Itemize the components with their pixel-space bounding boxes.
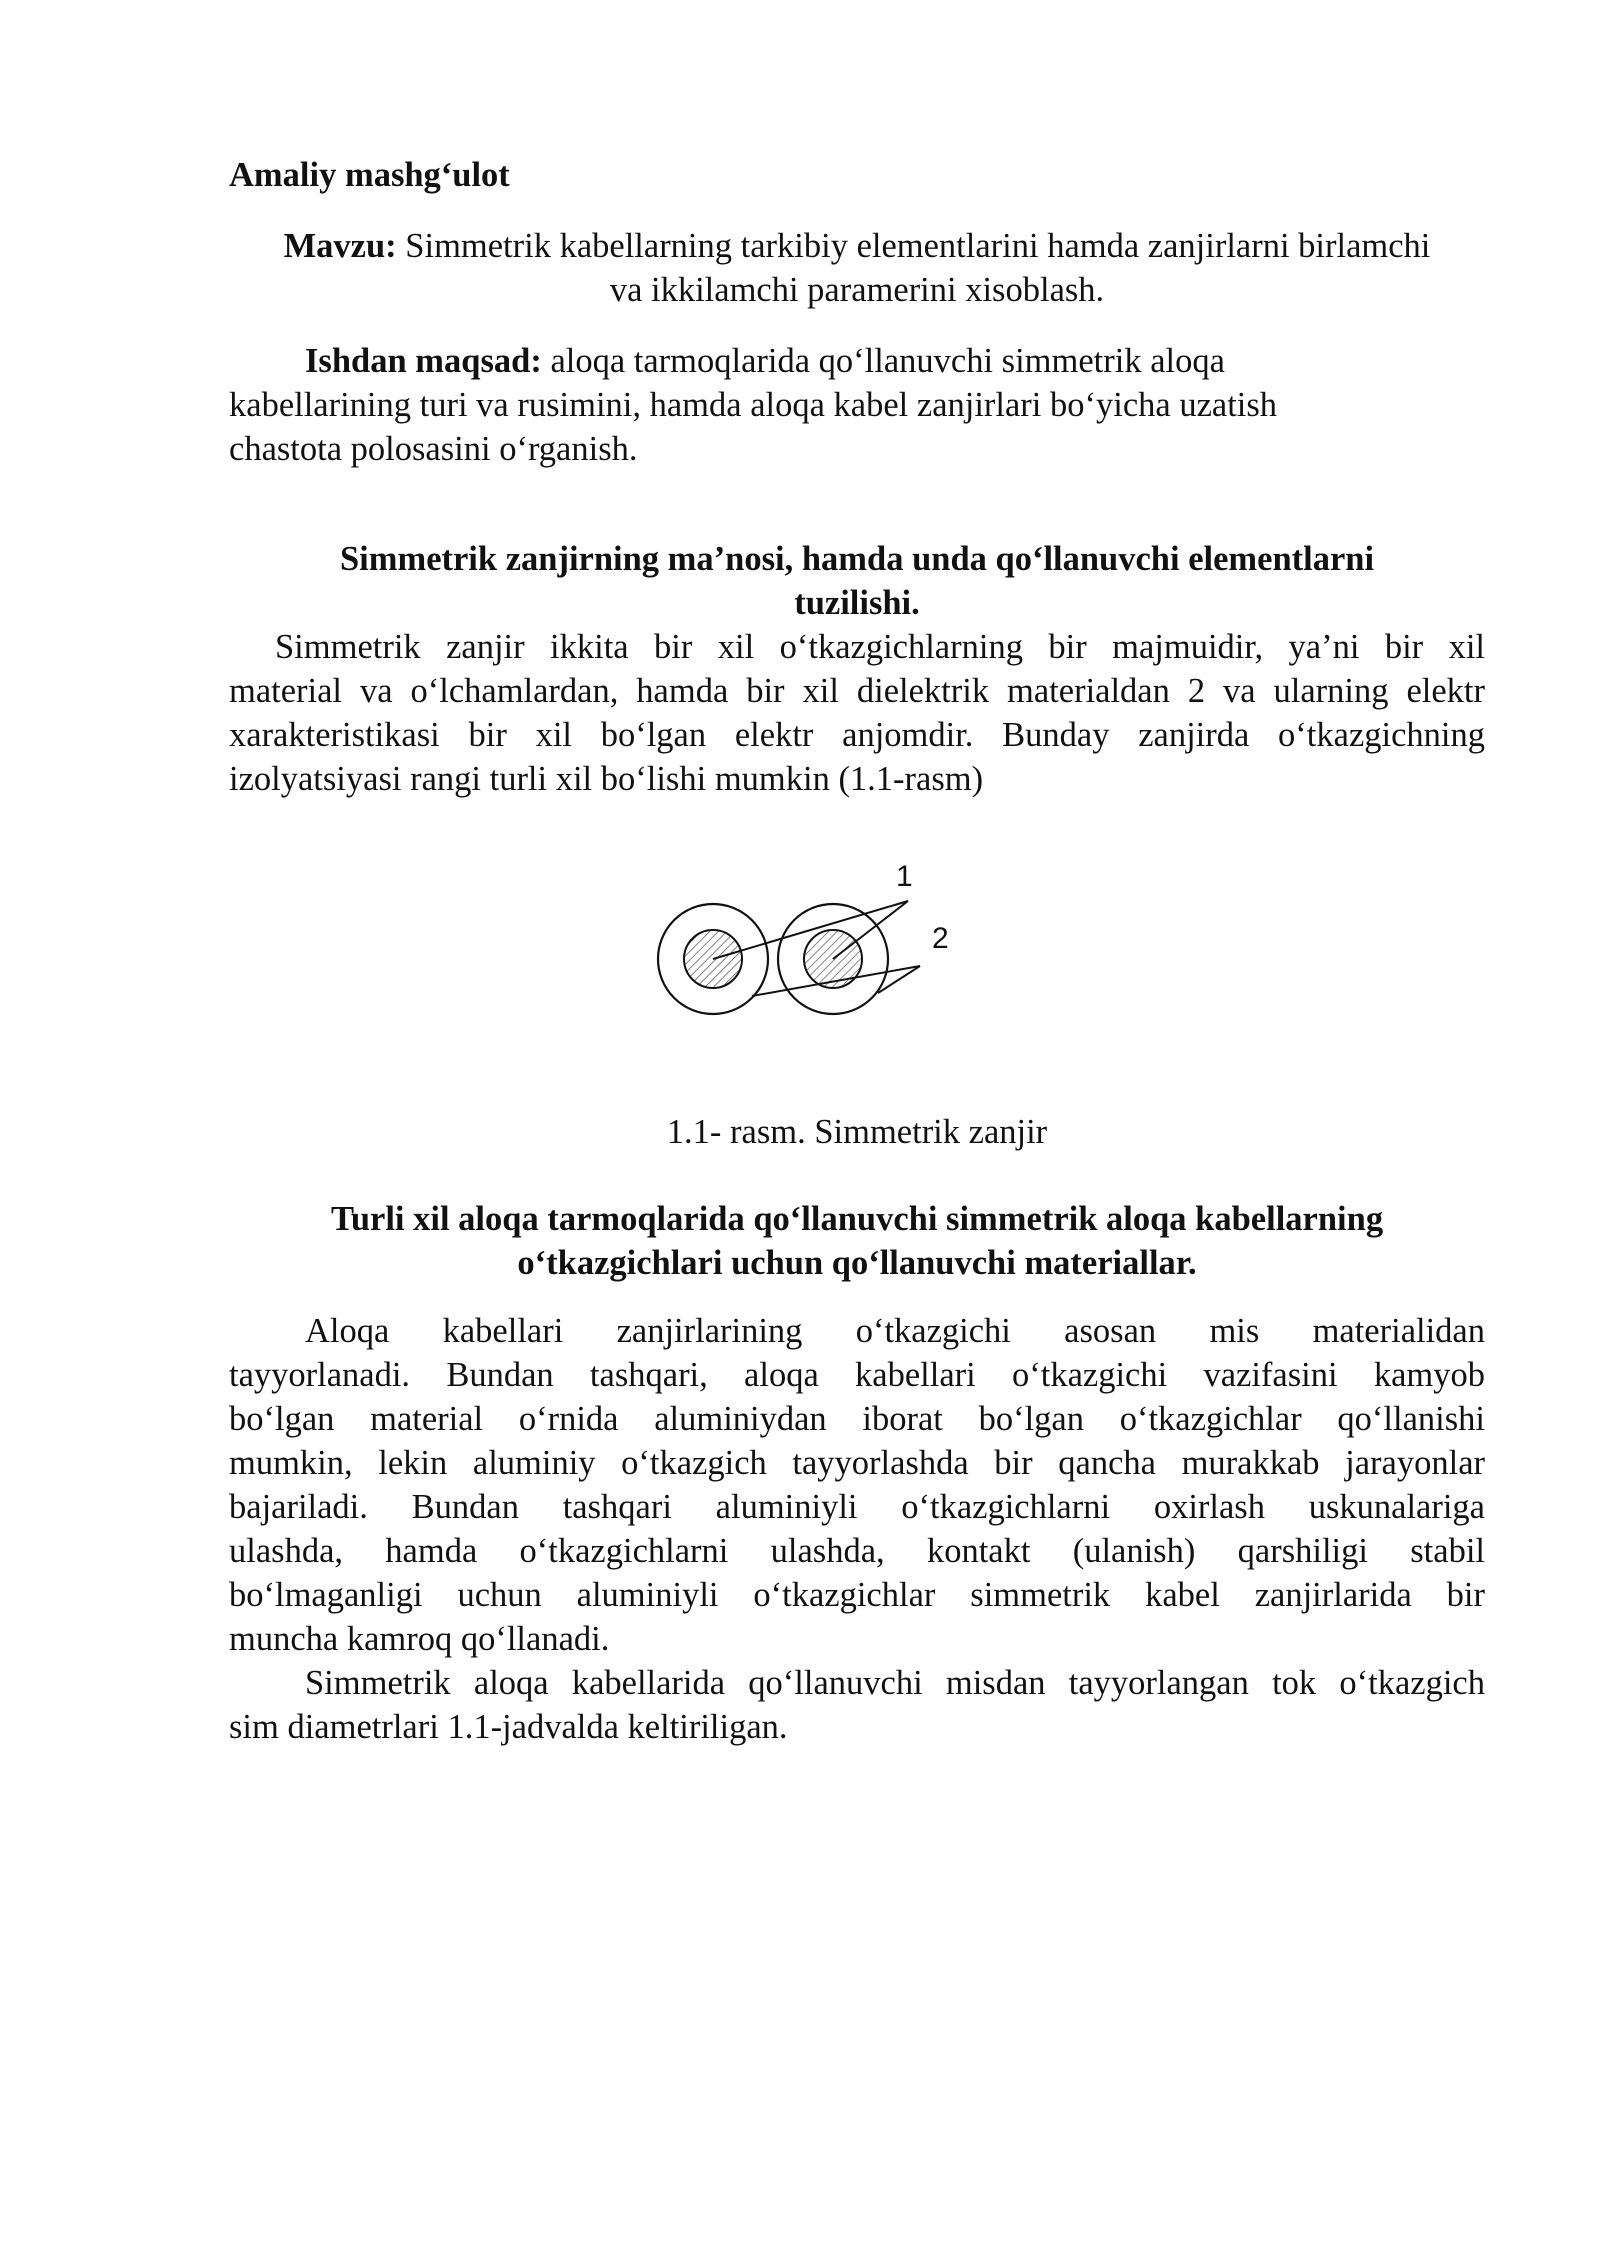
page-title-text: Amaliy mashg‘ulot (229, 156, 510, 194)
topic-label: Mavzu: (283, 227, 397, 265)
section2-para1-line-3: bo‘lgan material o‘rnida aluminiydan iborat bo‘lgan o‘tkazgichlar qo‘llanishi (229, 1400, 1485, 1438)
section2-para1-line-7: bo‘lmaganligi uchun aluminiyli o‘tkazgichlar simmetrik kabel zanjirlarida bir (229, 1576, 1485, 1614)
topic-line-2: va ikkilamchi paramerini xisoblash. (609, 271, 1105, 309)
section1-heading-line-2: tuzilishi. (794, 584, 920, 622)
section2-para1-line-5: bajariladi. Bundan tashqari aluminiyli o‘tkazgichlarni oxirlash uskunalariga (229, 1488, 1485, 1526)
leader-line-1b (833, 901, 908, 959)
section1-heading-line-1: Simmetrik zanjirning ma’nosi, hamda unda qo‘llanuvchi elementlarni (339, 540, 1375, 578)
goal-line-2: kabellarining turi va rusimini, hamda aloqa kabel zanjirlari bo‘yicha uzatish (229, 386, 1278, 424)
symmetric-pair-diagram (640, 848, 960, 1068)
topic-text-1: Simmetrik kabellarning tarkibiy elementlarini hamda zanjirlarni birlamchi (405, 227, 1431, 265)
section2-para1-line-4: mumkin, lekin aluminiy o‘tkazgich tayyorlashda bir qancha murakkab jarayonlar (229, 1444, 1485, 1482)
section2-heading-line-2: o‘tkazgichlari uchun qo‘llanuvchi materiallar. (517, 1244, 1197, 1282)
section2-para2-line-2: sim diametrlari 1.1-jadvalda keltiriligan. (229, 1708, 788, 1746)
figure-label-1: 1 (896, 860, 913, 893)
figure-label-2: 2 (932, 922, 949, 955)
goal-line-3: chastota polosasini o‘rganish. (229, 430, 638, 468)
section2-paragraph-1 (229, 1309, 1485, 1661)
section2-para1-line-6: ulashda, hamda o‘tkazgichlarni ulashda, kontakt (ulanish) qarshiligi stabil (229, 1532, 1485, 1570)
section1-para-line-2: material va o‘lchamlardan, hamda bir xil dielektrik materialdan 2 va ularning elektr (229, 672, 1485, 710)
goal-label: Ishdan maqsad: (305, 342, 542, 380)
section2-paragraph-2 (229, 1661, 1485, 1749)
section2-para1-line-8: muncha kamroq qo‘llanadi. (229, 1620, 610, 1658)
section2-para2-line-1: Simmetrik aloqa kabellarida qo‘llanuvchi misdan tayyorlangan tok o‘tkazgich (305, 1664, 1485, 1702)
section2-heading (229, 1197, 1485, 1285)
section1-para-line-1: Simmetrik zanjir ikkita bir xil o‘tkazgichlarning bir majmuidir, ya’ni bir xil (275, 628, 1485, 666)
topic-line-1 (229, 224, 1485, 268)
section2-para1-line-1: Aloqa kabellari zanjirlarining o‘tkazgichi asosan mis materialidan (305, 1312, 1485, 1350)
section1-paragraph (229, 625, 1485, 801)
section1-heading (229, 537, 1485, 625)
goal-text-1: aloqa tarmoqlarida qo‘llanuvchi simmetrik aloqa (550, 342, 1225, 380)
figure-caption: 1.1- rasm. Simmetrik zanjir (666, 1113, 1048, 1151)
section1-para-line-4: izolyatsiyasi rangi turli xil bo‘lishi mumkin (1.1-rasm) (229, 760, 984, 798)
section2-para1-line-2: tayyorlanadi. Bundan tashqari, aloqa kabellari o‘tkazgichi vazifasini kamyob (229, 1356, 1485, 1394)
section1-para-line-3: xarakteristikasi bir xil bo‘lgan elektr anjomdir. Bunday zanjirda o‘tkazgichning (229, 716, 1485, 754)
section2-heading-line-1: Turli xil aloqa tarmoqlarida qo‘llanuvchi simmetrik aloqa kabellarning (331, 1200, 1384, 1238)
goal-line-1 (229, 339, 1485, 383)
topic-paragraph (229, 224, 1485, 312)
goal-paragraph (229, 339, 1485, 471)
page-title (229, 153, 1485, 197)
